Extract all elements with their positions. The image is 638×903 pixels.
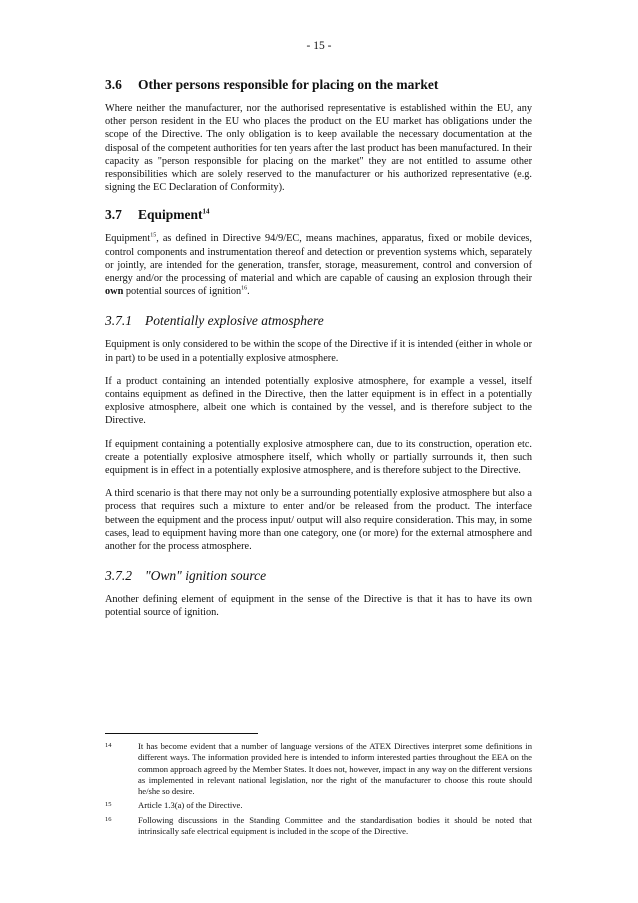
footnote-number: 14 — [105, 742, 112, 749]
footnote-ref: 15 — [150, 233, 157, 239]
footnote-text: It has become evident that a number of language versions of the ATEX Directives interpret some definitions in different ways. The information provided here is intended to inform interested parties throughout the EEA on the common approach agreed by the Member States. It does not, however, impact in any way on the different versions as implemented in relevant national legislation, nor the right of the manufacturer to choose this route should he/she so desire. — [138, 741, 532, 797]
paragraph: Where neither the manufacturer, nor the authorised representative is established within the EU, any other person resident in the EU who places the product on the EU market has obligations under the scope of the Directive. The only obligation is to keep available the necessary documentation at the disposal of the competent authorities for ten years after the last product has been manufactured. In their capacity as "person responsible for placing on the market" they are not entitled to assume other responsibilities which are solely reserved to the manufacturer or his authorized representative (e.g. signing the EC Declaration of Conformity). — [105, 103, 532, 194]
footnote-number: 15 — [105, 801, 112, 809]
paragraph: Another defining element of equipment in the sense of the Directive is that it has to have its own potential source of ignition. — [105, 594, 532, 619]
text: , as defined in Directive 94/9/EC, means machines, apparatus, fixed or mobile devices, control components and instrumentation thereof and detection or prevention systems which, separately or jointly, are intended for the generation, transfer, storage, measurement, control and conversion of energy and/or the processing of material and which are capable of causing an explosion through their — [105, 233, 532, 285]
text: . — [247, 286, 250, 298]
page-number: - 15 - — [306, 40, 332, 52]
section-number: 3.6 — [105, 77, 122, 92]
footnote-ref: 14 — [202, 207, 210, 216]
subsection-title: "Own" ignition source — [145, 568, 267, 584]
subsection-heading-3-7-1 — [105, 312, 532, 329]
footnote-ref: 16 — [241, 285, 248, 292]
subsection-number: 3.7.1 — [105, 313, 132, 329]
section-heading-3-7 — [105, 206, 532, 223]
paragraph: A third scenario is that there may not only be a surrounding potentially explosive atmosphere but also a process that requires such a mixture to enter and/or be released from the product. The interface between the equipment and the process input/ output will also require consideration. This may, in some cases, lead to equipment having more than one category, one (or more) for the external atmosphere and another for the process atmosphere. — [105, 488, 532, 553]
text: potential sources of ignition — [123, 286, 242, 298]
paragraph: If a product containing an intended potentially explosive atmosphere, for example a vessel, itself contains equipment as defined in the Directive, then the latter equipment is in effect in a potentially explosive atmosphere, albeit one which is contained by the vessel, and is therefore subject to the Directive. — [105, 375, 532, 427]
paragraph — [105, 232, 532, 298]
section-number: 3.7 — [105, 207, 122, 223]
section-heading-3-6 — [105, 76, 532, 93]
footnote — [105, 800, 532, 811]
footnote — [105, 815, 532, 838]
footnote — [105, 741, 532, 797]
document-body — [105, 76, 532, 630]
footnote-text: Article 1.3(a) of the Directive. — [138, 800, 243, 811]
footnote-divider — [105, 733, 258, 734]
footnote-number: 16 — [105, 815, 112, 823]
section-title: Other persons responsible for placing on the market — [138, 77, 439, 92]
section-title: Equipment — [138, 207, 203, 223]
paragraph: Equipment is only considered to be within the scope of the Directive if it is intended (either in whole or in part) to be used in a potentially explosive atmosphere. — [105, 339, 532, 364]
footnote-text: Following discussions in the Standing Committee and the standardisation bodies it should be noted that intrinsically safe electrical equipment is included in the scope of the Directive. — [138, 814, 532, 837]
subsection-number: 3.7.2 — [105, 568, 132, 584]
subsection-heading-3-7-2 — [105, 567, 532, 584]
text: Equipment — [105, 233, 151, 245]
subsection-title: Potentially explosive atmosphere — [145, 313, 324, 329]
emphasis: own — [105, 286, 124, 298]
footnotes — [105, 733, 532, 840]
paragraph: If equipment containing a potentially explosive atmosphere can, due to its construction, operation etc. create a potentially explosive atmosphere itself, which wholly or partially surrounds it, then such equipment is in effect in a potentially explosive atmosphere, and is therefore subject to the Directive. — [105, 438, 532, 477]
